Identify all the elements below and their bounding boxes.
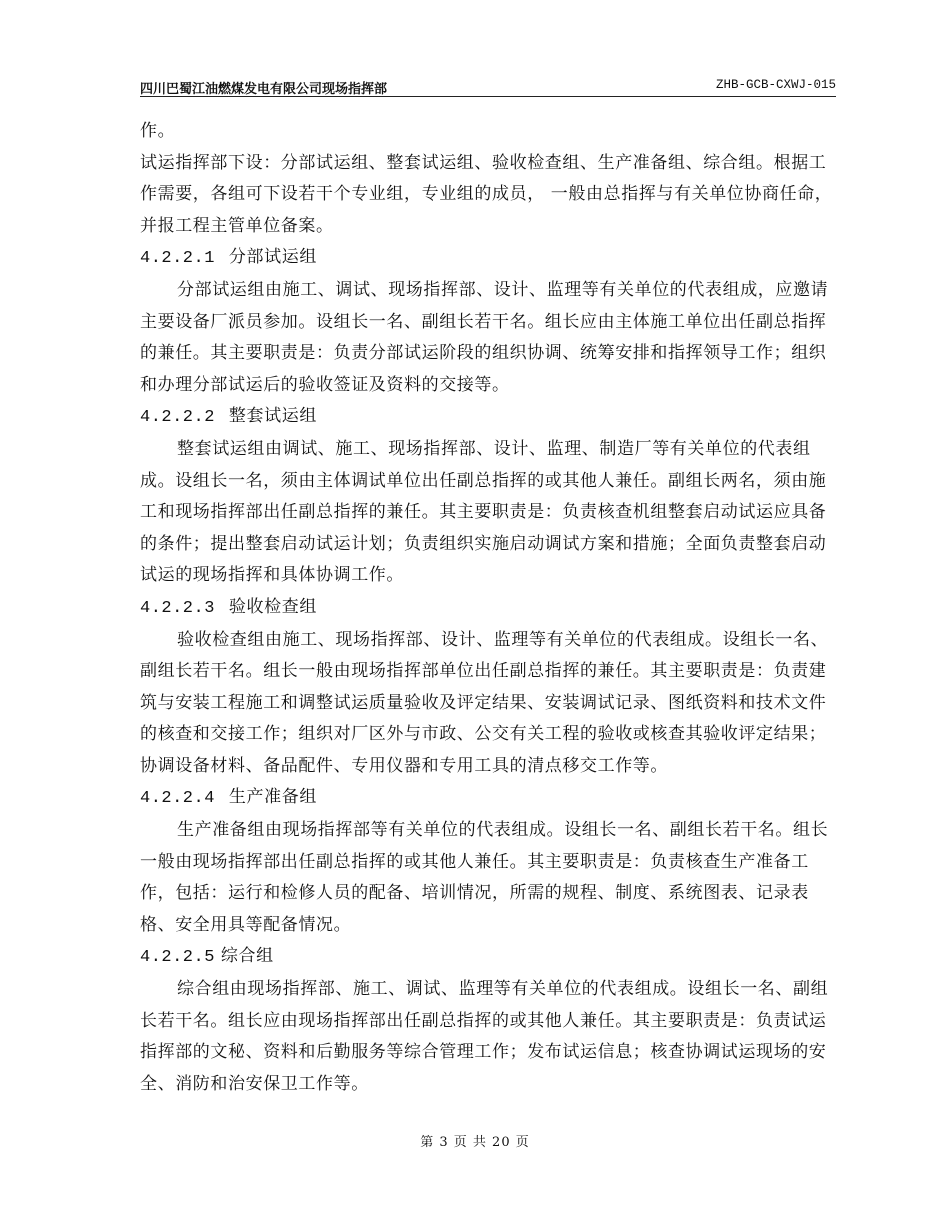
section-title: 整套试运组: [228, 406, 317, 427]
page-footer: [0, 1131, 950, 1150]
section-number: 4.2.2.4: [140, 789, 215, 809]
section-number: 4.2.2.5: [140, 948, 215, 968]
continued-paragraph: 作。: [140, 121, 176, 141]
document-body: [140, 116, 840, 1100]
section-number: 4.2.2.2: [140, 408, 215, 428]
section-title: 综合组: [220, 946, 274, 967]
intro-paragraph: 试运指挥部下设：分部试运组、整套试运组、验收检查组、生产准备组、综合组。根据工作需要，各组可下设若干个专业组，专业组的成员， 一般由总指挥与有关单位协商任命，并报工程主管单位备案。: [140, 152, 833, 236]
section-heading: [140, 592, 840, 625]
section-paragraph: 分部试运组由施工、调试、现场指挥部、设计、监理等有关单位的代表组成，应邀请主要设备厂派员参加。设组长一名、副组长若干名。组长应由主体施工单位出任副总指挥的兼任。其主要职责是：负责分部试运阶段的组织协调、统筹安排和指挥领导工作；组织和办理分部试运后的验收签证及资料的交接等。: [140, 279, 829, 395]
section-number: 4.2.2.3: [140, 598, 215, 618]
section-paragraph: 验收检查组由施工、现场指挥部、设计、监理等有关单位的代表组成。设组长一名、副组长若干名。组长一般由现场指挥部单位出任副总指挥的兼任。其主要职责是：负责建筑与安装工程施工和调整试运质量验收及评定结果、安装调试记录、图纸资料和技术文件的核查和交接工作；组织对厂区外与市政、公交有关工程的验收或核查其验收评定结果；协调设备材料、备品配件、专用仪器和专用工具的清点移交工作等。: [140, 629, 829, 776]
section-paragraph: 生产准备组由现场指挥部等有关单位的代表组成。设组长一名、副组长若干名。组长一般由现场指挥部出任副总指挥的或其他人兼任。其主要职责是：负责核查生产准备工作，包括：运行和检修人员的配备、培训情况，所需的规程、制度、系统图表、记录表格、安全用具等配备情况。: [140, 820, 829, 935]
section-paragraph: 综合组由现场指挥部、施工、调试、监理等有关单位的代表组成。设组长一名、副组长若干名。组长应由现场指挥部出任副总指挥的或其他人兼任。其主要职责是：负责试运指挥部的文秘、资料和后勤服务等综合管理工作；发布试运信息；核查协调试运现场的安全、消防和治安保卫工作等。: [140, 979, 829, 1094]
page-number: 第 3 页 共 20 页: [420, 1135, 530, 1150]
section-title: 分部试运组: [228, 247, 317, 268]
header-document-code: ZHB-GCB-CXWJ-015: [715, 78, 836, 92]
section-heading: [140, 401, 840, 434]
section-paragraph: 整套试运组由调试、施工、现场指挥部、设计、监理、制造厂等有关单位的代表组成。设组长一名，须由主体调试单位出任副总指挥的或其他人兼任。副组长两名，须由施工和现场指挥部出任副总指挥的兼任。其主要职责是：负责核查机组整套启动试运应具备的条件；提出整套启动试运计划；负责组织实施启动调试方案和措施；全面负责整套启动试运的现场指挥和具体协调工作。: [140, 438, 827, 586]
page-header: [140, 78, 836, 97]
section-title: 生产准备组: [228, 787, 317, 808]
section-number: 4.2.2.1: [140, 249, 215, 269]
header-organization: 四川巴蜀江油燃煤发电有限公司现场指挥部: [140, 82, 388, 97]
section-heading: [140, 242, 840, 275]
section-title: 验收检查组: [228, 596, 317, 617]
section-heading: [140, 782, 840, 815]
section-heading: [140, 941, 840, 974]
